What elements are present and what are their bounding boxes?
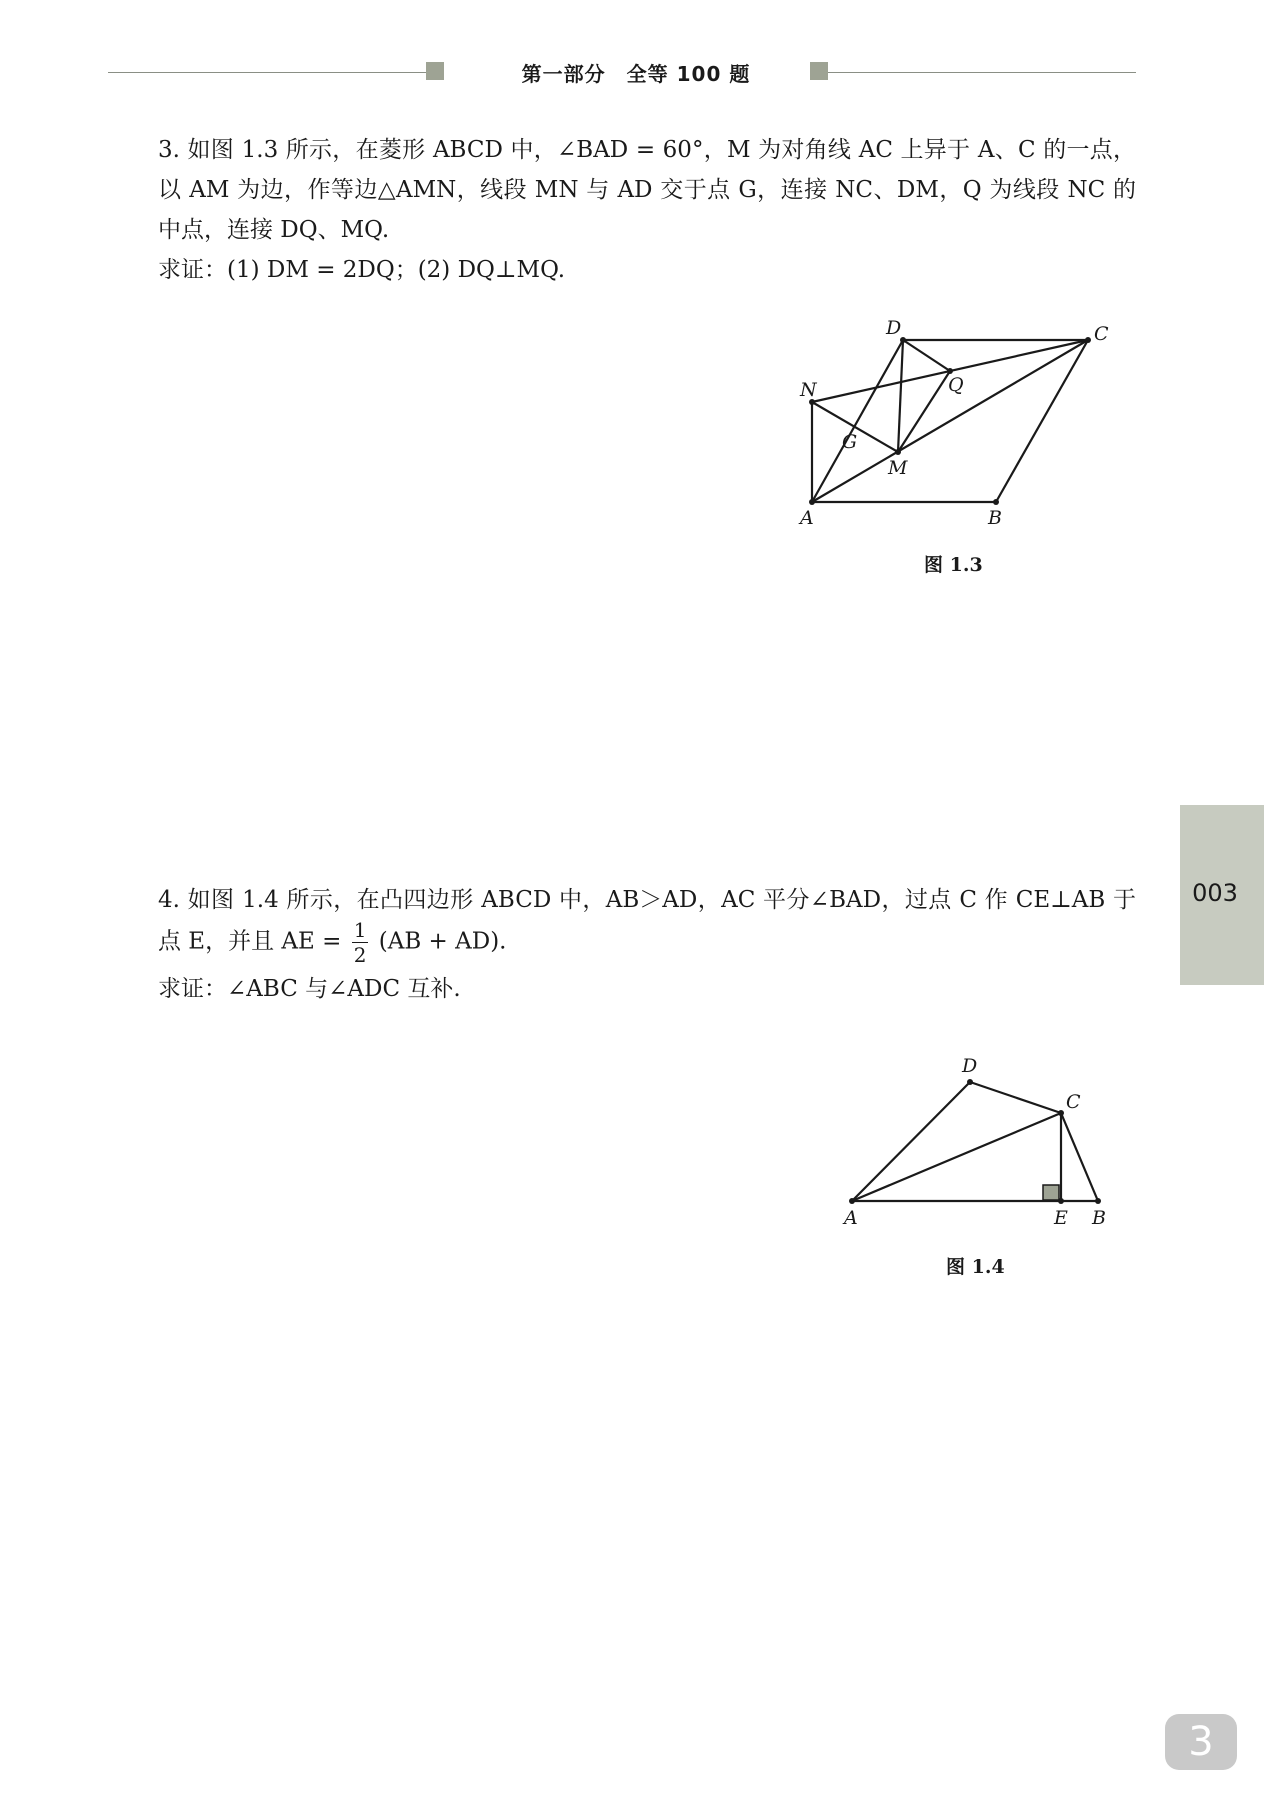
segment-AD bbox=[852, 1082, 970, 1201]
figure-1-4-caption: 图 1.4 bbox=[946, 1256, 1005, 1278]
label-M: M bbox=[888, 457, 908, 479]
header-title: 第一部分 全等 100 题 bbox=[521, 62, 751, 86]
figure-1-3-caption: 图 1.3 bbox=[924, 554, 983, 576]
segment-CB bbox=[1061, 1113, 1098, 1201]
label-C: C bbox=[1066, 1091, 1081, 1113]
segment-MQ bbox=[898, 371, 950, 452]
label-B: B bbox=[1092, 1207, 1106, 1229]
label-N: N bbox=[800, 379, 817, 401]
problem-4-statement-text: 4. 如图 1.4 所示，在凸四边形 ABCD 中，AB＞AD，AC 平分∠BAD，过点 C 作 CE⊥AB 于点 E，并且 AE = bbox=[158, 887, 1136, 955]
point-C bbox=[1085, 337, 1091, 343]
fraction-denominator: 2 bbox=[353, 943, 367, 967]
segment-DM bbox=[898, 340, 903, 452]
point-A bbox=[809, 499, 815, 505]
header-square-left bbox=[426, 62, 444, 80]
fraction-numerator: 1 bbox=[353, 918, 367, 942]
label-E: E bbox=[1054, 1207, 1068, 1229]
header-square-right bbox=[810, 62, 828, 80]
segment-AC bbox=[812, 340, 1088, 502]
figure-1-3 bbox=[790, 310, 1130, 540]
segment-DC bbox=[970, 1082, 1061, 1113]
figure-1-4 bbox=[840, 1048, 1130, 1238]
problem-4-statement bbox=[110, 880, 1136, 965]
point-A bbox=[849, 1198, 855, 1204]
point-M bbox=[895, 449, 901, 455]
page-indicator-badge[interactable]: 3 bbox=[1165, 1714, 1237, 1770]
segment-DQ bbox=[903, 340, 950, 371]
problem-3-statement: 3. 如图 1.3 所示，在菱形 ABCD 中，∠BAD = 60°，M 为对角线 AC 上异于 A、C 的一点，以 AM 为边，作等边△AMN，线段 MN 与 AD 交于点 G，连接 NC、DM，Q 为线段 NC 的中点，连接 DQ、MQ. bbox=[158, 137, 1136, 243]
label-A: A bbox=[800, 507, 814, 529]
right-angle-marker bbox=[1043, 1185, 1059, 1200]
fraction-one-half bbox=[352, 920, 369, 965]
segment-AC bbox=[852, 1113, 1061, 1201]
point-B bbox=[993, 499, 999, 505]
problem-3 bbox=[110, 130, 1136, 290]
header-rule-left bbox=[108, 72, 438, 73]
point-E bbox=[1058, 1198, 1064, 1204]
side-page-number: 003 bbox=[1192, 879, 1238, 907]
label-B: B bbox=[988, 507, 1002, 529]
label-A: A bbox=[844, 1207, 858, 1229]
label-D: D bbox=[886, 317, 902, 339]
problem-4 bbox=[110, 880, 1136, 1009]
point-C bbox=[1058, 1110, 1064, 1116]
label-G: G bbox=[842, 431, 858, 453]
point-B bbox=[1095, 1198, 1101, 1204]
label-Q: Q bbox=[948, 374, 964, 396]
side-page-tab bbox=[1180, 805, 1264, 985]
problem-3-prove: 求证：(1) DM = 2DQ；(2) DQ⊥MQ. bbox=[158, 257, 566, 283]
label-C: C bbox=[1094, 323, 1109, 345]
label-D: D bbox=[962, 1055, 978, 1077]
point-D bbox=[967, 1079, 973, 1085]
page-header bbox=[108, 56, 1136, 86]
problem-4-statement-end: (AB + AD). bbox=[378, 928, 507, 955]
header-rule-right bbox=[828, 72, 1136, 73]
problem-4-prove: 求证：∠ABC 与∠ADC 互补. bbox=[158, 976, 461, 1002]
segment-BC bbox=[996, 340, 1088, 502]
